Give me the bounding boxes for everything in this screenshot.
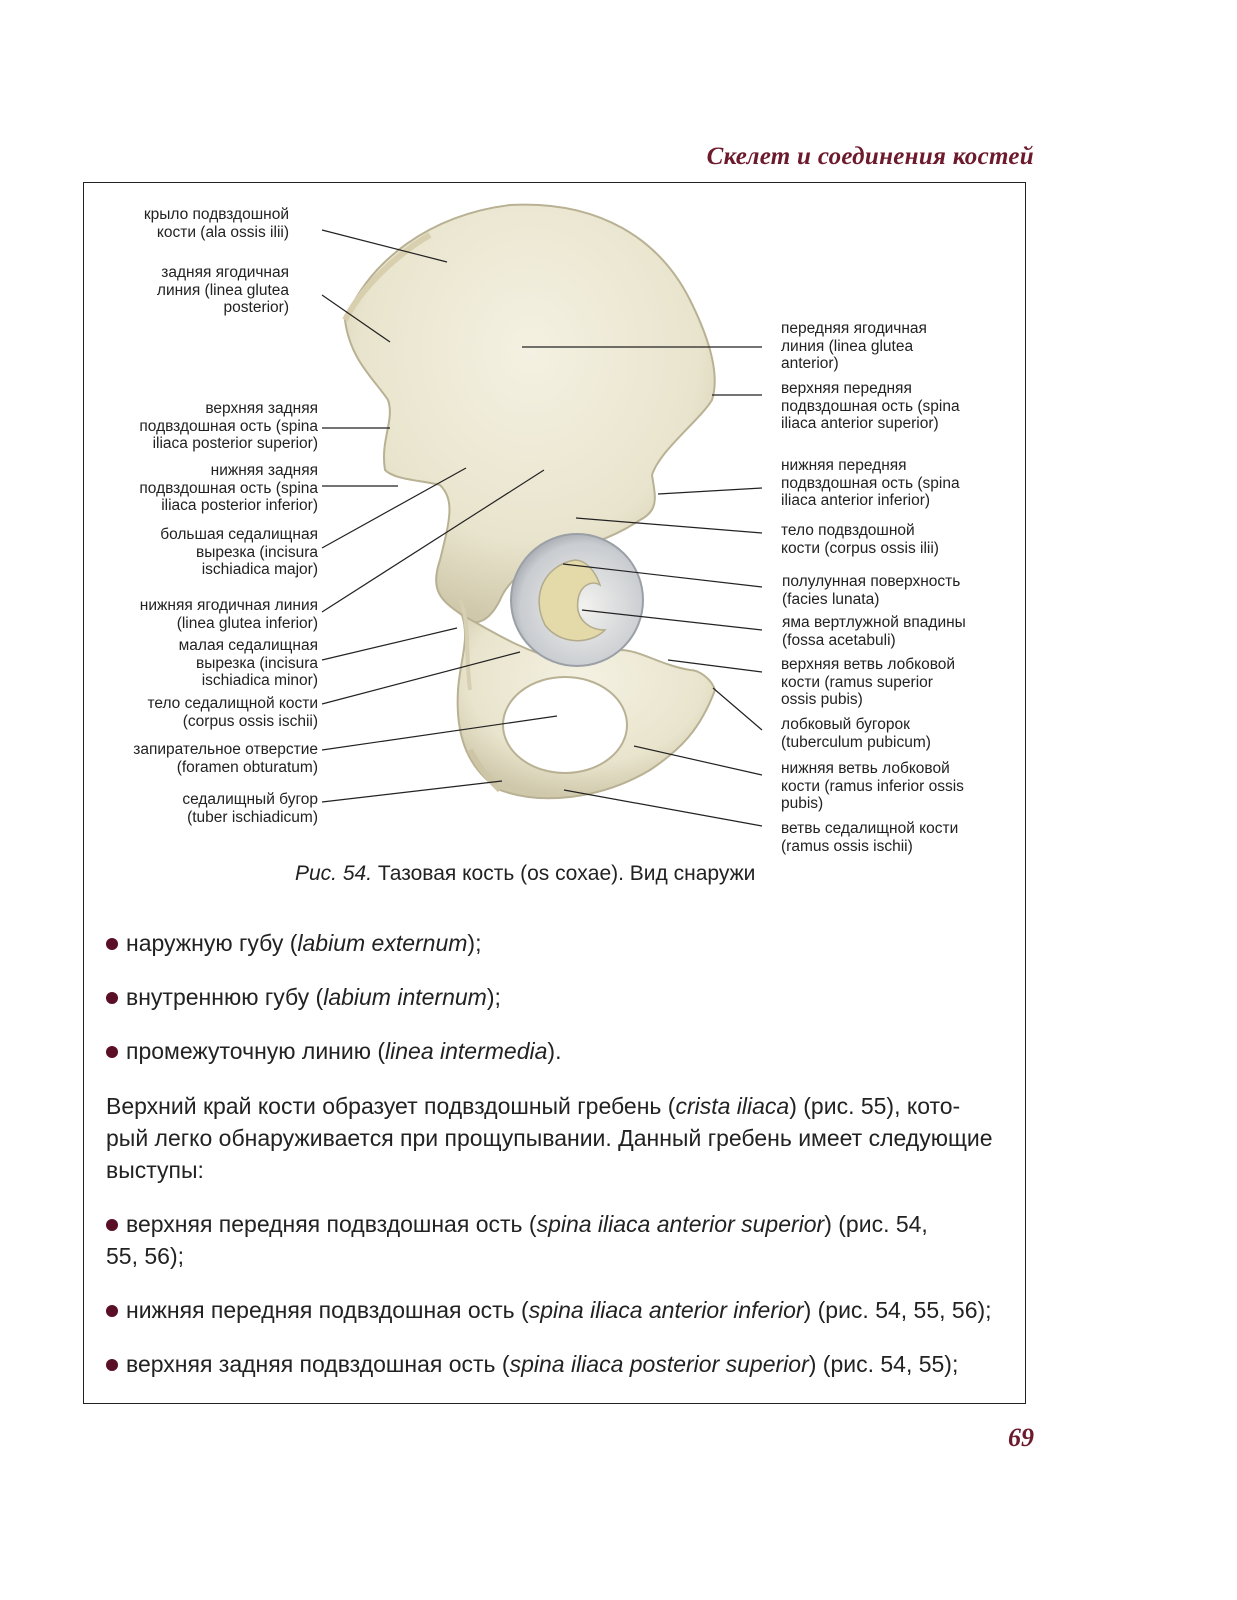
list-latin: linea intermedia (385, 1038, 548, 1064)
label-foramen-obturatum: запирательное отверстие (foramen obturatum) (133, 741, 318, 776)
list-text: верхняя передняя подвздошная ость ( (126, 1211, 537, 1237)
figure-caption (295, 862, 755, 886)
paragraph (106, 1090, 993, 1186)
paragraph-line-end: ) (рис. 55), кото- (789, 1093, 961, 1119)
list-text-line2: 55, 56); (106, 1243, 184, 1269)
list-text-end: ) (рис. 54, 55, 56); (803, 1297, 992, 1323)
list-item (106, 1035, 561, 1067)
page-number: 69 (1008, 1423, 1034, 1452)
label-linea-glutea-anterior: передняя ягодичная линия (linea glutea anterior) (781, 320, 927, 372)
list-latin: labium externum (297, 930, 468, 956)
label-spina-iliaca-anterior-inferior: нижняя передняя подвздошная ость (spina iliaca anterior inferior) (781, 457, 960, 509)
label-corpus-ossis-ilii: тело подвздошной кости (corpus ossis ilii) (781, 522, 939, 557)
list-item (106, 1208, 928, 1272)
label-facies-lunata: полулунная поверхность (facies lunata) (782, 573, 961, 608)
bullet-icon (106, 938, 118, 950)
paragraph-line-3: выступы: (106, 1157, 204, 1183)
list-text: наружную губу ( (126, 930, 298, 956)
label-incisura-ischiadica-major: большая седалищная вырезка (incisura ischiadica major) (160, 526, 318, 578)
label-linea-glutea-inferior: нижняя ягодичная линия (linea glutea inferior) (139, 597, 318, 632)
list-item (106, 927, 481, 959)
label-spina-iliaca-posterior-inferior: нижняя задняя подвздошная ость (spina iliaca posterior inferior) (139, 462, 318, 514)
list-text-end: ) (рис. 54, (824, 1211, 928, 1237)
label-spina-iliaca-posterior-superior: верхняя задняя подвздошная ость (spina iliaca posterior superior) (139, 400, 318, 452)
list-latin: spina iliaca anterior inferior (528, 1297, 804, 1323)
label-ramus-ossis-ischii: ветвь седалищной кости (ramus ossis ischii) (781, 820, 959, 855)
bullet-icon (106, 1219, 118, 1231)
paragraph-latin: crista iliaca (675, 1093, 790, 1119)
list-item (106, 1348, 958, 1380)
list-text-end: ); (467, 930, 482, 956)
label-ramus-inferior-ossis-pubis: нижняя ветвь лобковой кости (ramus inferior ossis pubis) (781, 760, 964, 812)
list-text: внутреннюю губу ( (126, 984, 324, 1010)
list-latin: spina iliaca posterior superior (509, 1351, 809, 1377)
list-text: промежуточную линию ( (126, 1038, 386, 1064)
label-fossa-acetabuli: яма вертлужной впадины (fossa acetabuli) (782, 614, 966, 649)
paragraph-line-2: рый легко обнаруживается при прощупывании. Данный гребень имеет следующие (106, 1125, 993, 1151)
label-ramus-superior-ossis-pubis: верхняя ветвь лобковой кости (ramus superior ossis pubis) (781, 656, 956, 708)
list-latin: spina iliaca anterior superior (536, 1211, 825, 1237)
caption-prefix: Рис. 54. (295, 862, 373, 885)
list-item (106, 981, 501, 1013)
running-header: Скелет и соединения костей (706, 143, 1034, 170)
list-item (106, 1294, 992, 1326)
bullet-icon (106, 1359, 118, 1371)
list-text-end: ) (рис. 54, 55); (808, 1351, 959, 1377)
label-tuberculum-pubicum: лобковый бугорок (tuberculum pubicum) (781, 716, 931, 751)
label-incisura-ischiadica-minor: малая седалищная вырезка (incisura ischiadica minor) (178, 637, 318, 689)
label-tuber-ischiadicum: седалищный бугор (tuber ischiadicum) (182, 791, 318, 826)
label-corpus-ossis-ischii: тело седалищной кости (corpus ossis ischii) (147, 695, 318, 730)
list-text-end: ); (486, 984, 501, 1010)
bullet-icon (106, 1305, 118, 1317)
list-latin: labium internum (323, 984, 487, 1010)
list-text: нижняя передняя подвздошная ость ( (126, 1297, 529, 1323)
bullet-icon (106, 992, 118, 1004)
bullet-icon (106, 1046, 118, 1058)
label-linea-glutea-posterior: задняя ягодичная линия (linea glutea posterior) (156, 264, 289, 316)
paragraph-line: Верхний край кости образует подвздошный гребень ( (106, 1093, 676, 1119)
list-text-end: ). (547, 1038, 562, 1064)
list-text: верхняя задняя подвздошная ость ( (126, 1351, 510, 1377)
label-ala-ossis-ilii: крыло подвздошной кости (ala ossis ilii) (143, 206, 289, 241)
obturator-foramen-shape (503, 677, 627, 773)
caption-text: Тазовая кость (os coxae). Вид снаружи (372, 862, 756, 885)
label-spina-iliaca-anterior-superior: верхняя передняя подвздошная ость (spina iliaca anterior superior) (781, 380, 960, 432)
